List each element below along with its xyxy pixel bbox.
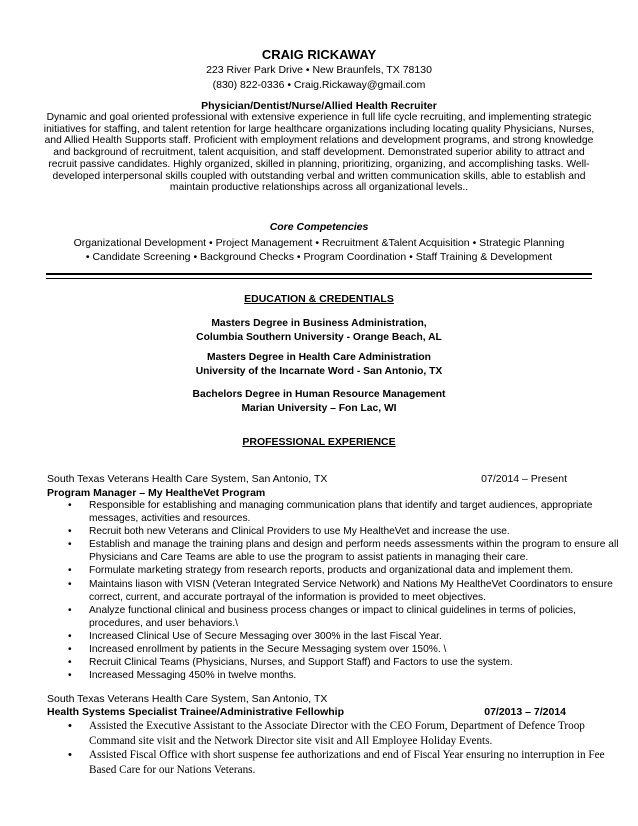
address: 223 River Park Drive • New Braunfels, TX 78130 — [206, 64, 432, 76]
bullet-item: • Increased Messaging 450% in twelve months. — [68, 670, 297, 682]
bullet-icon: • — [68, 630, 72, 642]
bullet-item: • Establish and manage the training plans and design and perform needs assessments within the program to ensure all Physicians and Care Teams are able to use the program to assist patients in managing their care. — [68, 539, 619, 564]
professional-headline: Physician/Dentist/Nurse/Allied Health Recruiter — [201, 100, 437, 112]
education-entry — [0, 317, 638, 344]
school: Columbia Southern University - Orange Beach, AL — [196, 331, 442, 343]
core-competencies-list — [38, 236, 600, 264]
education-entry — [0, 351, 638, 378]
degree: Masters Degree in Business Administration, — [211, 318, 427, 329]
job-bullets — [64, 719, 624, 777]
bullet-icon: • — [68, 720, 72, 732]
bullet-icon: • — [68, 578, 72, 590]
job-organization: South Texas Veterans Health Care System, San Antonio, TX — [47, 473, 328, 485]
job-bullets — [64, 499, 624, 682]
bullet-icon: • — [68, 539, 72, 551]
bullet-icon: • — [68, 526, 72, 538]
bullet-item: • Recruit both new Veterans and Clinical Providers to use My HealtheVet and increase the use. — [68, 526, 510, 538]
bullet-item: • Assisted Fiscal Office with short suspense fee authorizations and end of Fiscal Year ensuring no interruption in Fee Based Care for our Nations Veterans. — [68, 749, 605, 776]
school: University of the Incarnate Word - San Antonio, TX — [195, 365, 443, 377]
degree: Masters Degree in Health Care Administration — [207, 352, 431, 363]
education-entry — [0, 388, 638, 415]
bullet-item: • Assisted the Executive Assistant to the Associate Director with the CEO Forum, Department of Defence Troop Command site visit and the Network Director site visit and All Employee Holiday Events. — [68, 720, 585, 747]
competencies-line: Organizational Development • Project Management • Recruitment &Talent Acquisition • Strategic Planning — [73, 237, 565, 249]
bullet-icon: • — [68, 500, 72, 511]
bullet-item: • Responsible for establishing and managing communication plans that identify and target audiences, appropriate messages, activities and resources. — [68, 500, 593, 525]
bullet-icon: • — [68, 565, 72, 577]
bullet-item: • Formulate marketing strategy from research reports, products and organizational data and implement them. — [68, 565, 574, 577]
bullet-icon: • — [68, 749, 72, 762]
bullet-icon: • — [68, 657, 72, 669]
job-organization: South Texas Veterans Health Care System, San Antonio, TX — [47, 693, 328, 705]
competencies-line: • Candidate Screening • Background Checks • Program Coordination • Staff Training & Development — [85, 251, 553, 263]
degree: Bachelors Degree in Human Resource Management — [192, 389, 446, 400]
education-heading: EDUCATION & CREDENTIALS — [244, 293, 394, 305]
bullet-item: • Recruit Clinical Teams (Physicians, Nurses, and Support Staff) and Factors to use the system. — [68, 657, 513, 669]
bullet-item: • Maintains liason with VISN (Veteran Integrated Service Network) and Nations My HealtheVet Coordinators to ensure correct, current, and accurate portrayal of the information is provided to meet objectives. — [68, 578, 613, 603]
core-competencies-title: Core Competencies — [269, 221, 369, 233]
job-dates: 07/2013 – 7/2014 — [484, 706, 566, 718]
bullet-icon: • — [68, 644, 72, 656]
bullet-item: • Increased enrollment by patients in the Secure Messaging system over 150%. \ — [68, 644, 447, 656]
job-title: Health Systems Specialist Trainee/Administrative Fellowhip — [47, 706, 345, 718]
profile-summary: Dynamic and goal oriented professional with extensive experience in full life cycle recruiting, and implementing strategic initiatives for staffing, and talent retention for large healthcare organizations including locating quality Physicians, Nurses, and Allied Health Supports staff. Proficient with employment relations and development programs, and strong knowledge and background of recruitment, talent acquisition, and staff development. Demonstrated superior ability to attract and recruit passive candidates. Highly organized, skilled in planning, prioritizing, organizing, and accomplishing tasks. Well-developed interpersonal skills coupled with outstanding verbal and written communication skills, able to establish and maintain productive relationships across all organizational levels.. — [43, 112, 595, 194]
section-divider — [46, 273, 592, 275]
experience-heading: PROFESSIONAL EXPERIENCE — [242, 436, 396, 448]
job-dates: 07/2014 – Present — [481, 473, 567, 485]
candidate-name: CRAIG RICKAWAY — [261, 47, 377, 62]
bullet-icon: • — [68, 670, 72, 682]
bullet-item: • Analyze functional clinical and business process changes or impact to clinical guidelines in terms of policies, procedures, and user behaviors.\ — [68, 604, 576, 629]
school: Marian University – Fon Lac, WI — [241, 402, 397, 414]
bullet-item: • Increased Clinical Use of Secure Messaging over 300% in the last Fiscal Year. — [68, 630, 442, 642]
bullet-icon: • — [68, 604, 72, 616]
phone-email: (830) 822-0336 • Craig.Rickaway@gmail.com — [212, 79, 426, 91]
section-divider — [46, 278, 592, 279]
job-title: Program Manager – My HealtheVet Program — [47, 487, 266, 499]
